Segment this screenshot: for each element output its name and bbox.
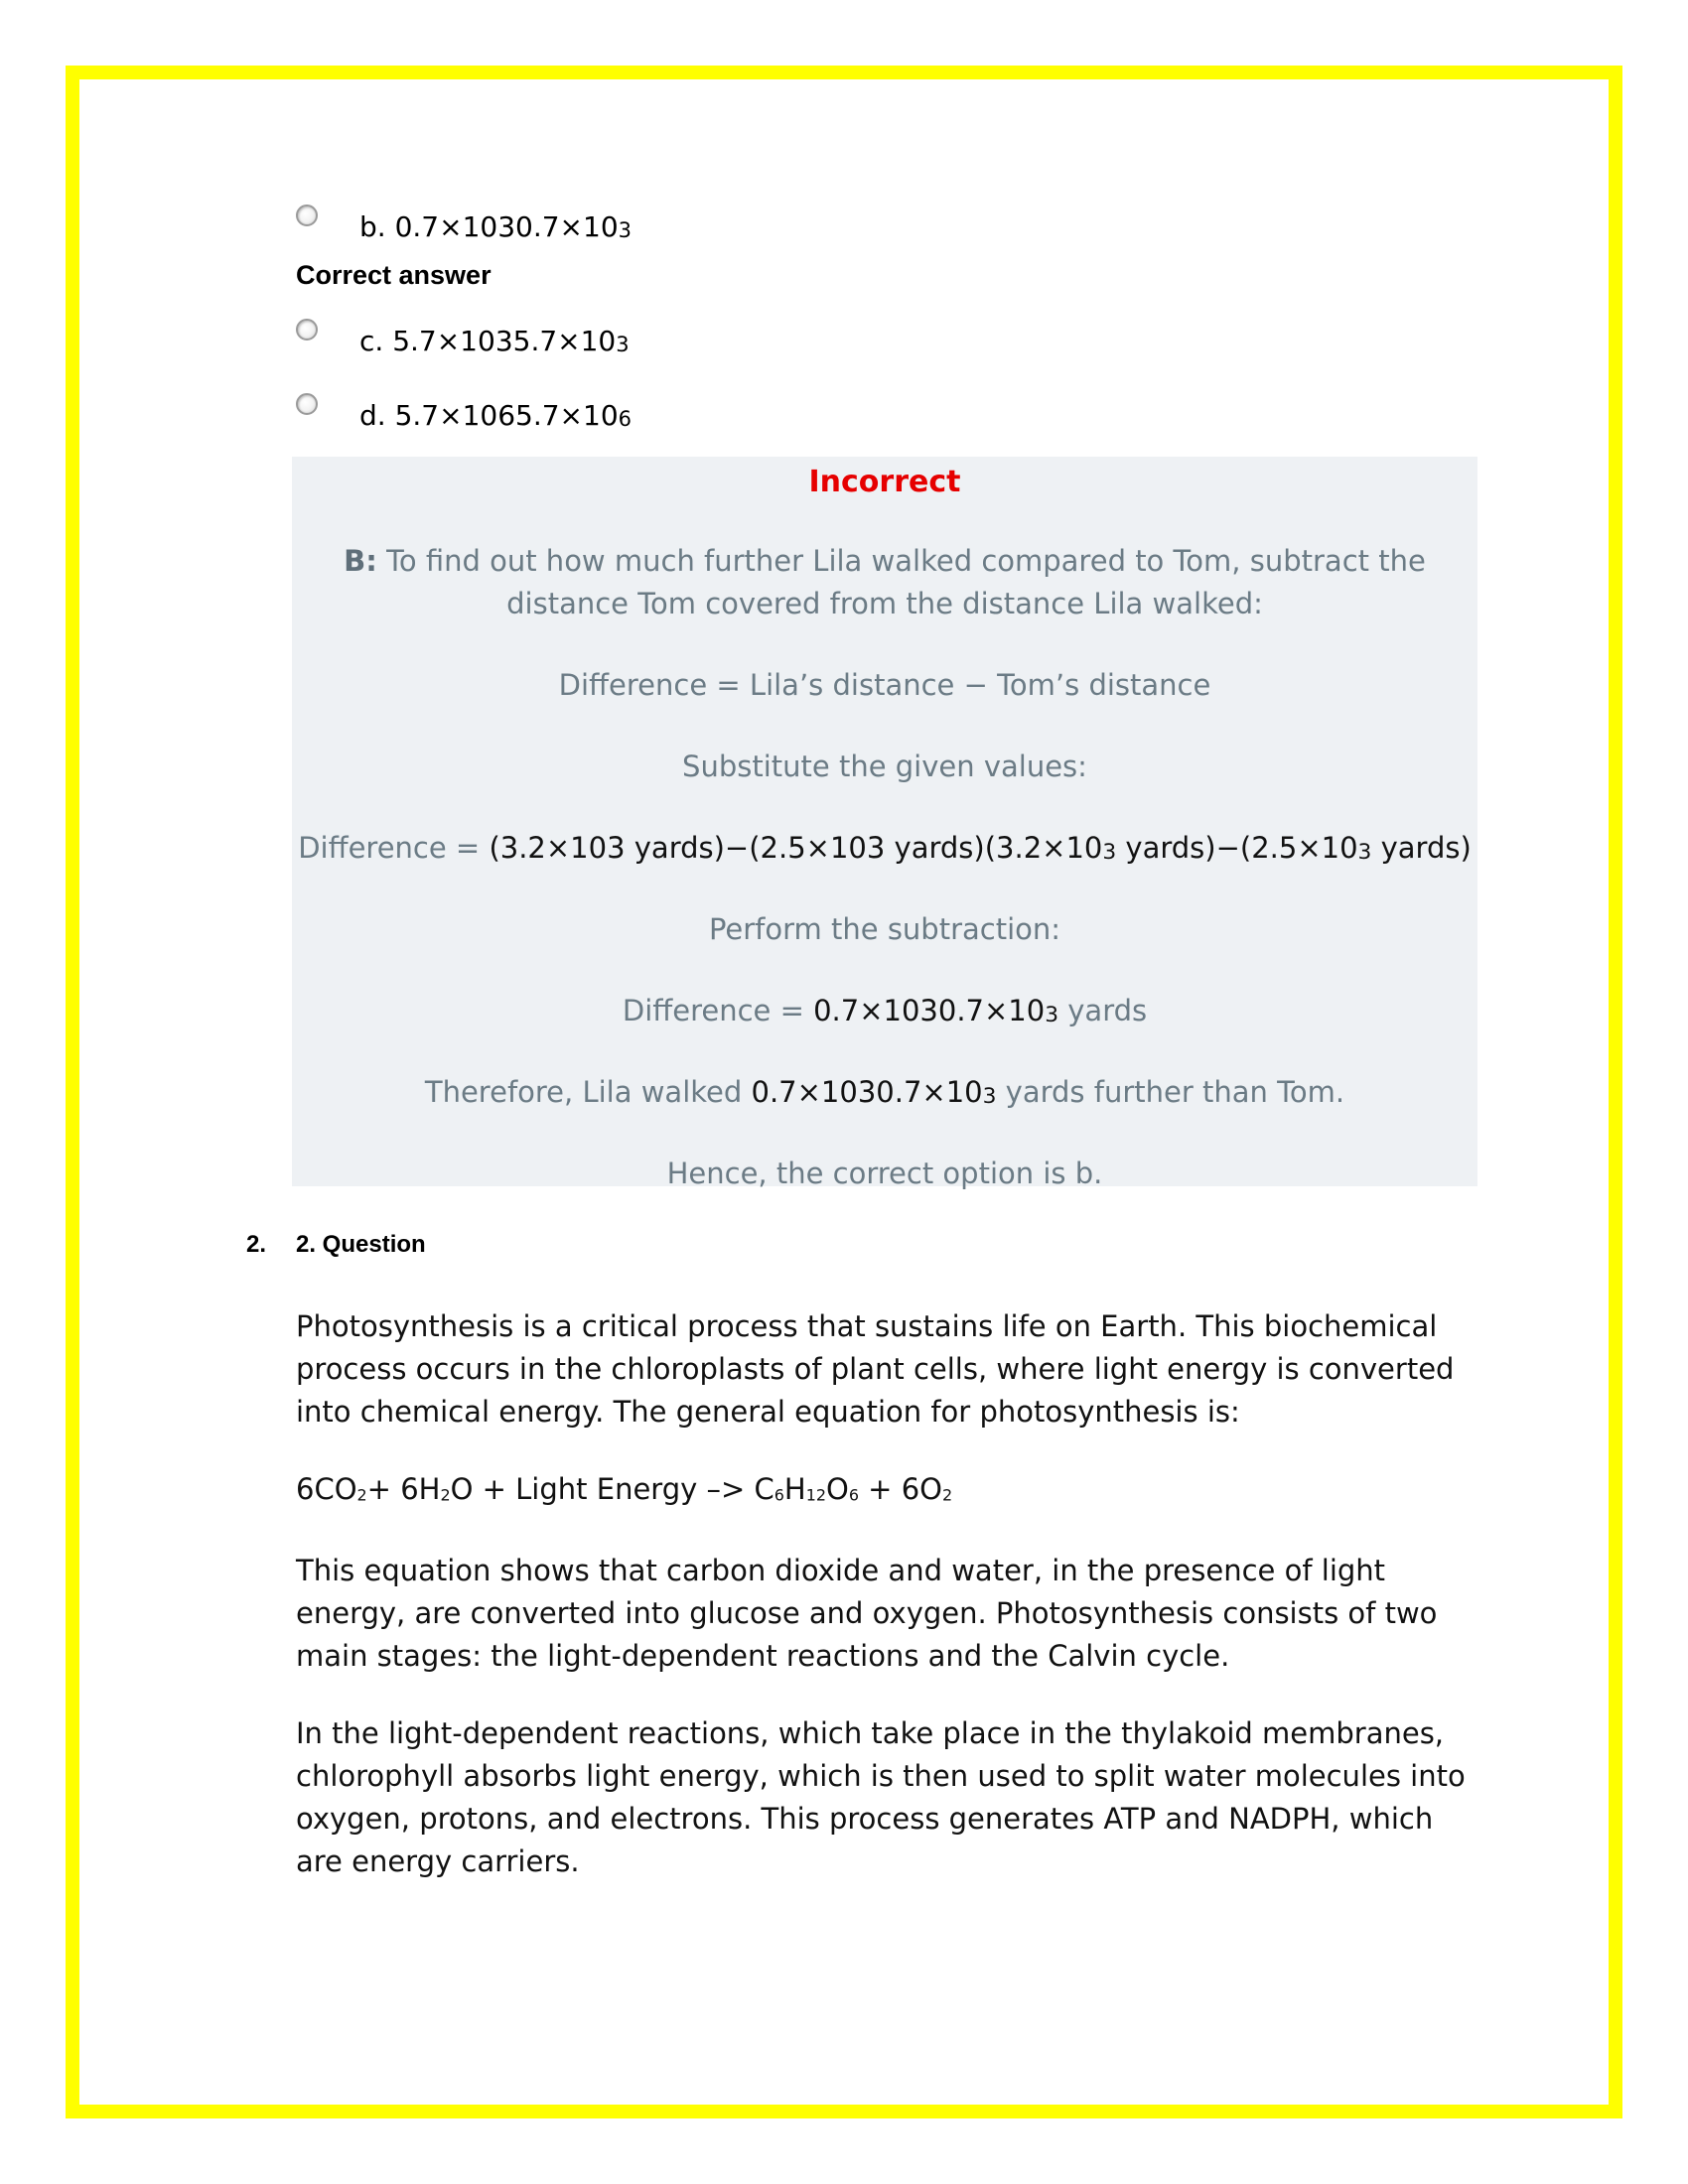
- option-c-label: c. $5.7\times 1035.7\times 10_3$: [359, 325, 630, 357]
- option-c-radio[interactable]: [296, 319, 318, 341]
- question-paragraph-3: In the light-dependent reactions, which take place in the thylakoid membranes, chlorophyll absorbs light energy, which is then used to split water molecules into oxygen, protons, and electrons. This process generates ATP and NADPH, which are energy carriers.: [296, 1716, 1466, 1878]
- option-d[interactable]: [296, 399, 632, 432]
- difference-substitution: Difference = (3.2×103 yards)−(2.5×103 $yards)(3.2\times 10_3$ $yards)-(2.5\times 10_3$ yards): [298, 831, 1472, 866]
- feedback-explanation-1: B: To find out how much further Lila walked compared to Tom, subtract the: [344, 544, 1426, 578]
- feedback-title: Incorrect: [808, 465, 961, 499]
- difference-formula: Difference = Lila’s distance − Tom’s distance: [558, 668, 1211, 702]
- difference-result: Difference = $0.7\times 1030.7\times 10_3$ yards: [622, 994, 1148, 1028]
- perform-text: Perform the subtraction:: [708, 912, 1061, 946]
- feedback-explanation-2: distance Tom covered from the distance Lila walked:: [506, 587, 1263, 620]
- question-list-number: 2.: [246, 1231, 267, 1258]
- question-heading: 2. Question: [296, 1231, 426, 1258]
- therefore-text: Therefore, Lila walked $0.7\times 1030.7\times 10_3$ yards further than Tom.: [424, 1075, 1345, 1110]
- photosynthesis-equation: $6CO_2+ 6H_2O$ + Light Energy –> $C_6H_{12}O_6 + 6O_2$: [296, 1472, 953, 1506]
- option-b-label: b. $0.7\times 1030.7\times 10_3$: [359, 210, 633, 243]
- option-d-label: d. $5.7\times 1065.7\times 10_6$: [359, 399, 633, 432]
- option-d-radio[interactable]: [296, 393, 318, 415]
- question-paragraph-2: This equation shows that carbon dioxide and water, in the presence of light energy, are converted into glucose and oxygen. Photosynthesis consists of two main stages: the light-dependent reactions and the Calvin cycle.: [296, 1554, 1438, 1673]
- feedback-panel: [292, 457, 1477, 1190]
- correct-answer-label: Correct answer: [296, 260, 492, 290]
- hence-text: Hence, the correct option is b.: [666, 1157, 1103, 1190]
- question-paragraph-1: Photosynthesis is a critical process that sustains life on Earth. This biochemical process occurs in the chloroplasts of plant cells, where light energy is converted into chemical energy. The general equation for photosynthesis is:: [296, 1309, 1455, 1429]
- option-c[interactable]: [296, 325, 630, 357]
- option-b-radio[interactable]: [296, 205, 318, 226]
- option-b[interactable]: [296, 210, 632, 243]
- substitute-text: Substitute the given values:: [682, 750, 1087, 783]
